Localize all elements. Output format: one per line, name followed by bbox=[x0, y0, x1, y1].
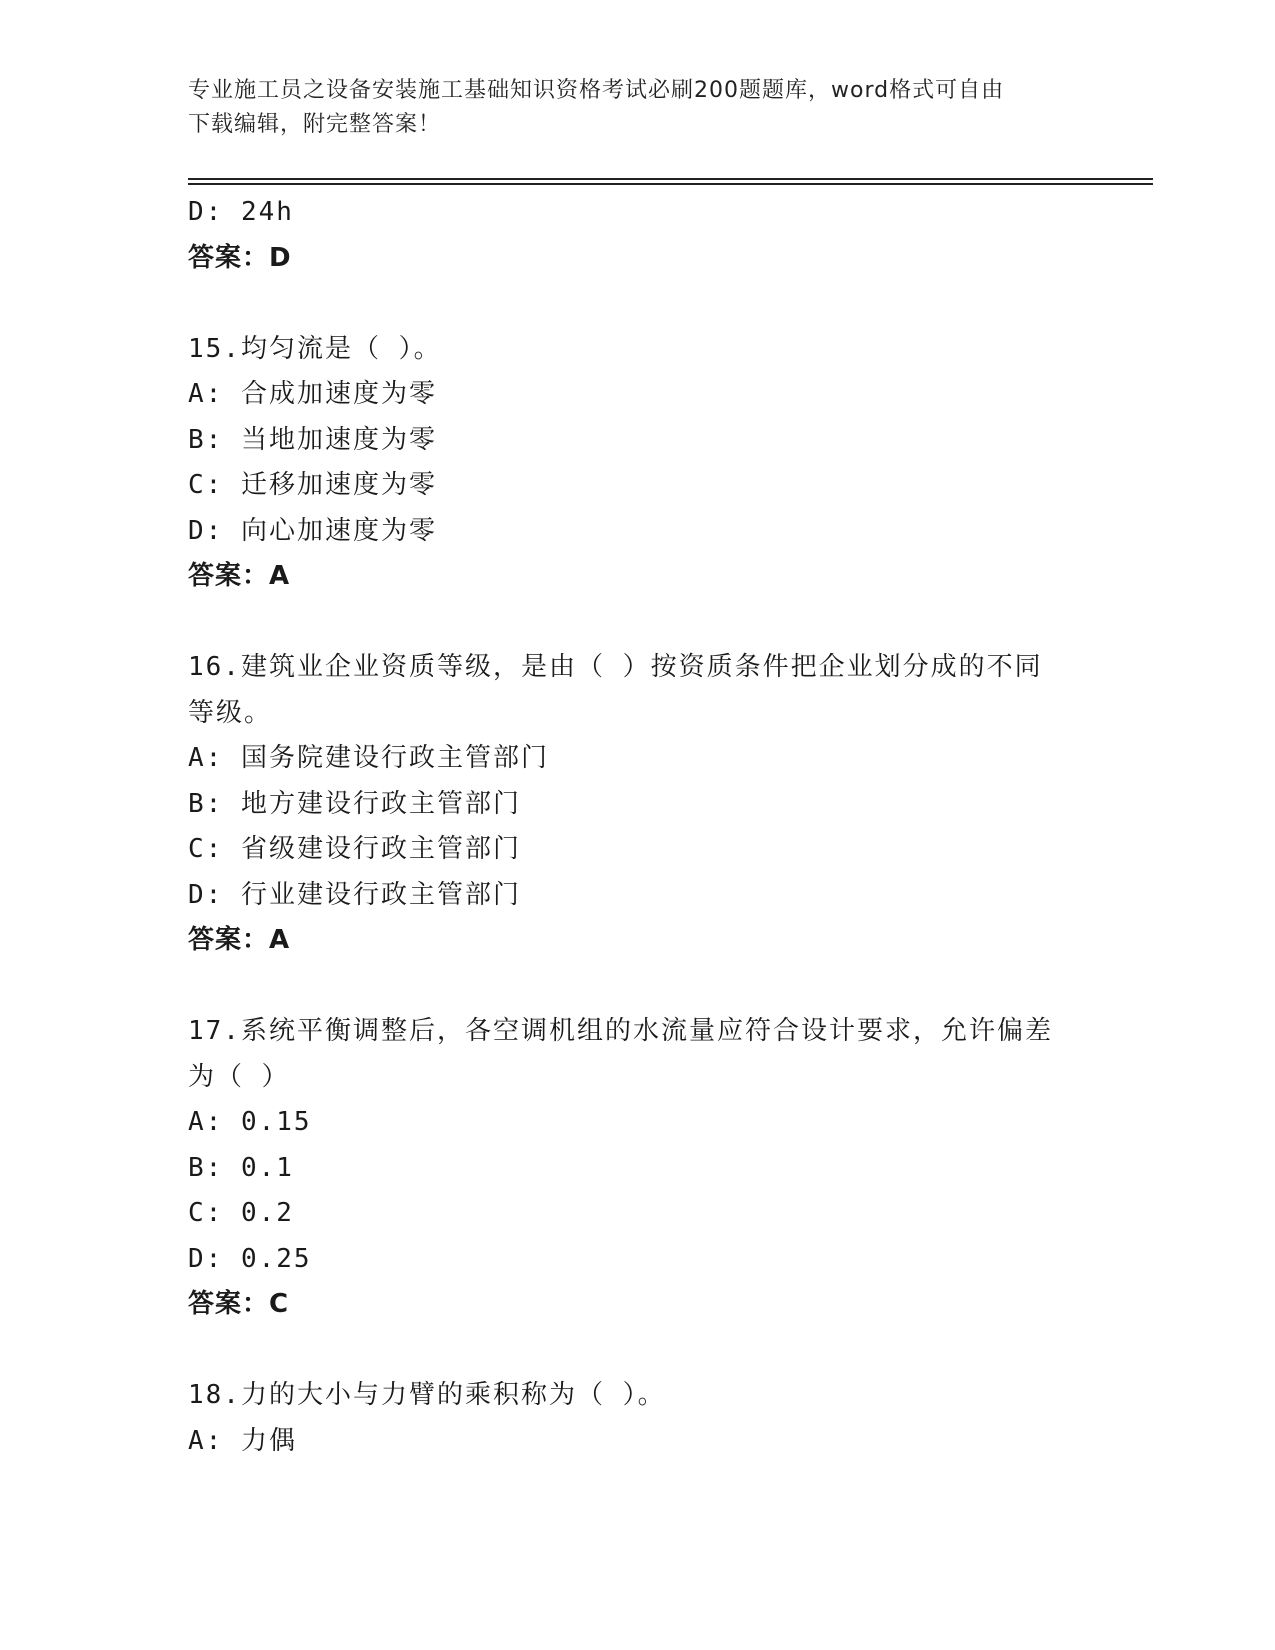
spacer bbox=[188, 600, 1088, 646]
spacer bbox=[188, 964, 1088, 1010]
header-divider-bottom bbox=[188, 183, 1153, 185]
option-d: D: 24h bbox=[188, 197, 294, 227]
question-text: 15.均匀流是（ ）。 bbox=[188, 333, 442, 364]
option-a: A: 合成加速度为零 bbox=[188, 379, 437, 409]
option-d: D: 0.25 bbox=[188, 1243, 312, 1274]
option-a: A: 国务院建设行政主管部门 bbox=[188, 743, 549, 773]
option-b: B: 地方建设行政主管部门 bbox=[188, 788, 521, 819]
option-c: C: 0.2 bbox=[188, 1198, 294, 1228]
spacer bbox=[188, 1328, 1088, 1374]
header-line-1: 专业施工员之设备安装施工基础知识资格考试必刷200题题库，word格式可自由 bbox=[188, 78, 1005, 103]
option-b: B: 0.1 bbox=[188, 1152, 294, 1183]
option-a: A: 0.15 bbox=[188, 1107, 312, 1137]
option-d: D: 向心加速度为零 bbox=[188, 515, 437, 546]
question-text: 17.系统平衡调整后，各空调机组的水流量应符合设计要求，允许偏差 bbox=[188, 1016, 1053, 1046]
answer: 答案：A bbox=[188, 561, 291, 591]
question-text: 16.建筑业企业资质等级，是由（ ）按资质条件把企业划分成的不同 bbox=[188, 652, 1043, 682]
question-text-continued: 等级。 bbox=[188, 697, 273, 728]
header-line-2: 下载编辑，附完整答案！ bbox=[188, 112, 442, 137]
question-block bbox=[188, 327, 1088, 600]
option-b: B: 当地加速度为零 bbox=[188, 424, 437, 455]
option-a: A: 力偶 bbox=[188, 1425, 297, 1456]
answer: 答案：A bbox=[188, 925, 291, 955]
spacer bbox=[188, 281, 1088, 327]
question-block bbox=[188, 1373, 1088, 1464]
question-block bbox=[188, 1009, 1088, 1328]
document-header bbox=[188, 74, 1088, 142]
header-divider-top bbox=[188, 178, 1153, 180]
answer: 答案：D bbox=[188, 242, 292, 273]
option-d: D: 行业建设行政主管部门 bbox=[188, 879, 521, 910]
question-block bbox=[188, 645, 1088, 964]
question-text: 18.力的大小与力臂的乘积称为（ ）。 bbox=[188, 1380, 666, 1410]
answer: 答案：C bbox=[188, 1289, 290, 1319]
option-c: C: 迁移加速度为零 bbox=[188, 470, 437, 500]
question-list bbox=[188, 190, 1088, 1464]
option-c: C: 省级建设行政主管部门 bbox=[188, 834, 521, 864]
question-text-continued: 为（ ） bbox=[188, 1061, 290, 1092]
